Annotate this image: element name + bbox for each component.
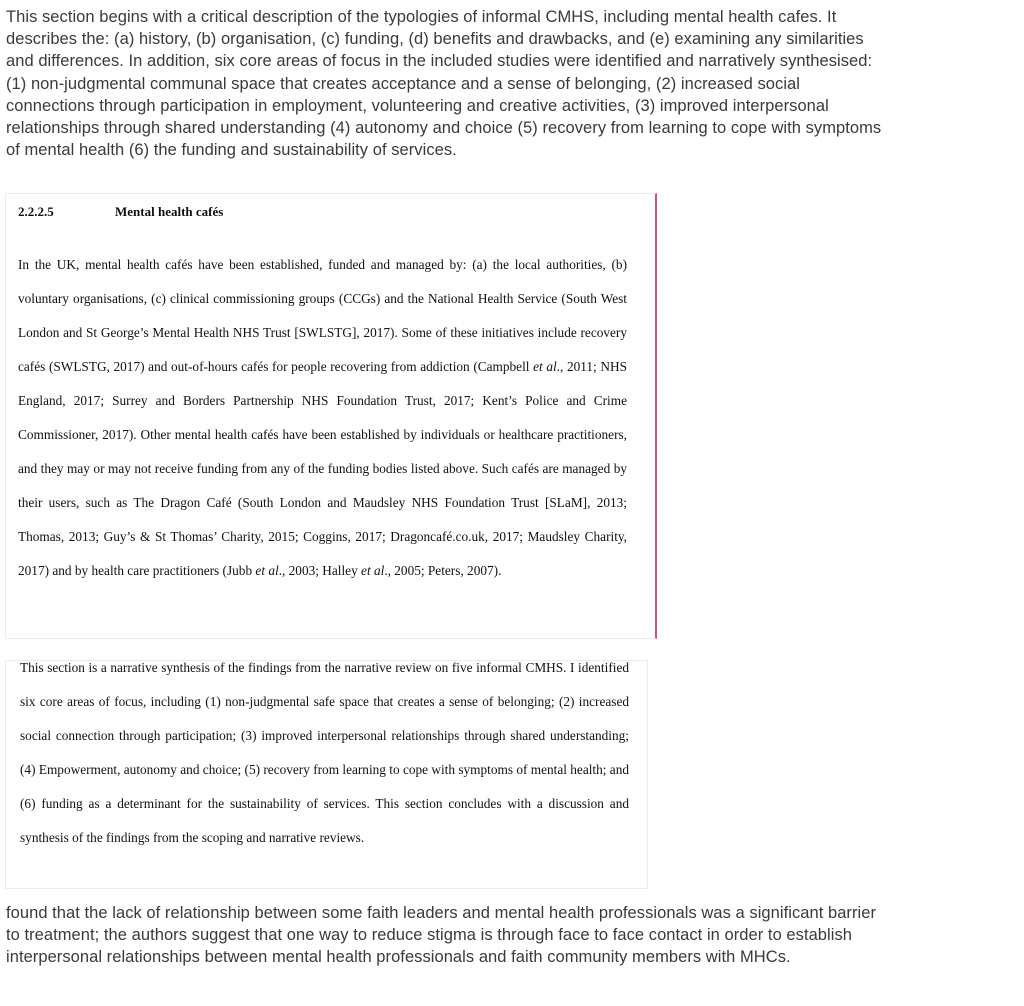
italic-citation: et al [255,563,279,578]
excerpt-narrative-synthesis [5,660,648,889]
excerpt-paragraph [18,248,627,588]
text-run: ., 2005; Peters, 2007). [384,563,502,578]
section-heading [18,204,223,220]
section-number: 2.2.2.5 [18,204,54,219]
excerpt-paragraph: This section is a narrative synthesis of the findings from the narrative review on five informal CMHS. I identified six core areas of focus, including (1) non-judgmental safe space that creates a sense of belonging; (2) increased social connection through participation; (3) improved interpersonal relationships through shared understanding; (4) Empowerment, autonomy and choice; (5) recovery from learning to cope with symptoms of mental health; and (6) funding as a determinant for the sustainability of services. This section concludes with a discussion and synthesis of the findings from the scoping and narrative reviews. [20,660,629,845]
closing-paragraph: found that the lack of relationship between some faith leaders and mental health professionals was a significant barrier to treatment; the authors suggest that one way to reduce stigma is through face to face contact in order to establish interpersonal relationships between mental health professionals and faith community members with MHCs. [6,904,877,967]
text-run: ., 2003; Halley [278,563,362,578]
excerpt-mental-health-cafes [5,193,657,639]
intro-paragraph: This section begins with a critical description of the typologies of informal CMHS, including mental health cafes. It describes the: (a) history, (b) organisation, (c) funding, (d) benefits and drawbacks, and (e) examining any similarities and differences. In addition, six core areas of focus in the included studies were identified and narratively synthesised: (1) non-judgmental communal space that creates acceptance and a sense of belonging, (2) increased social connections through participation in employment, volunteering and creative activities, (3) improved interpersonal relationships through shared understanding (4) autonomy and choice (5) recovery from learning to cope with symptoms of mental health (6) the funding and sustainability of services. [6,8,882,160]
text-run: ., 2011; NHS England, 2017; Surrey and Borders Partnership NHS Foundation Trust, 2017; Kent’s Police and Crime Commissioner, 2017). Other mental health cafés have been established by individuals or healthcare practitioners, and they may or may not receive funding from any of the funding bodies listed above. Such cafés are managed by their users, such as The Dragon Café (South London and Maudsley NHS Foundation Trust [SLaM], 2013; Thomas, 2013; Guy’s & St Thomas’ Charity, 2015; Coggins, 2017; Dragoncafé.co.uk, 2017; Maudsley Charity, 2017) and by health care practitioners (Jubb [18,359,627,578]
italic-citation: et al [533,359,557,374]
text-run: In the UK, mental health cafés have been established, funded and managed by: (a) the local authorities, (b) voluntary organisations, (c) clinical commissioning groups (CCGs) and the National Health Service (South West London and St George’s Mental Health NHS Trust [SWLSTG], 2017). Some of these initiatives include recovery cafés (SWLSTG, 2017) and out-of-hours cafés for people recovering from addiction (Campbell [18,257,627,374]
italic-citation: et al [361,563,385,578]
section-title: Mental health cafés [115,204,224,219]
